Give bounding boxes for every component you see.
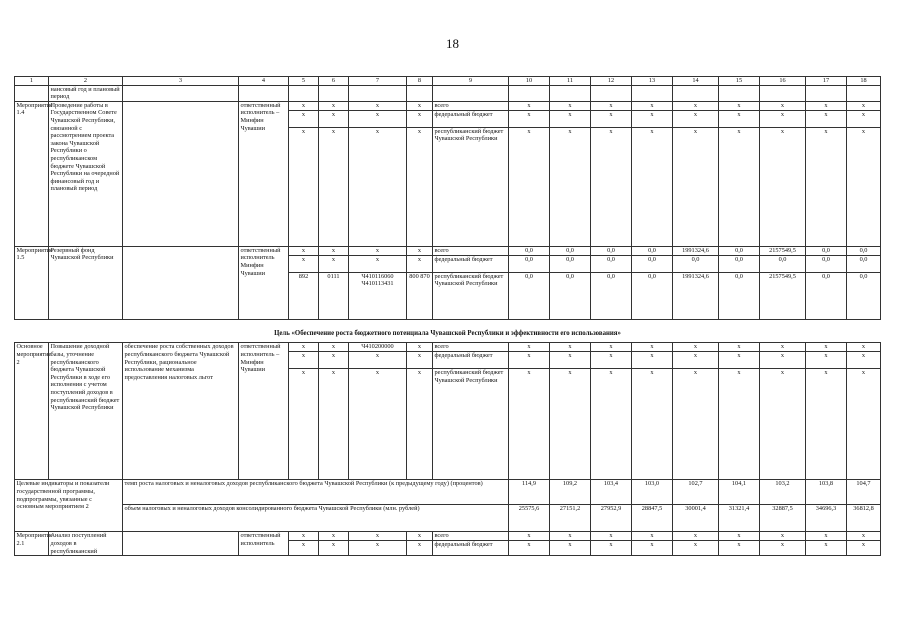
activity-description xyxy=(123,246,239,319)
value-cell: 0,0 xyxy=(509,255,550,272)
value-cell: x xyxy=(806,127,847,246)
header-cell: 17 xyxy=(806,77,847,86)
code-cell: x xyxy=(289,343,319,352)
code-cell: x xyxy=(407,110,433,127)
table-row xyxy=(15,101,881,110)
value-cell: 103,8 xyxy=(806,480,847,505)
funding-source: республиканский бюджет Чувашской Республики xyxy=(433,272,509,319)
value-cell: 104,7 xyxy=(847,480,881,505)
value-cell: x xyxy=(673,127,719,246)
value-cell: 25575,6 xyxy=(509,505,550,532)
code-cell: x xyxy=(407,369,433,480)
value-cell: x xyxy=(591,127,632,246)
value-cell: 0,0 xyxy=(632,272,673,319)
value-cell: x xyxy=(632,127,673,246)
value-cell: x xyxy=(719,101,760,110)
code-cell: 892 xyxy=(289,272,319,319)
funding-source: республиканский бюджет Чувашской Республики xyxy=(433,127,509,246)
code-cell: x xyxy=(319,532,349,541)
responsible-executor: ответственный исполнитель – Минфин Чувашии xyxy=(239,343,289,480)
code-cell: x xyxy=(349,255,407,272)
code-cell: x xyxy=(319,246,349,255)
value-cell: 2157549,5 xyxy=(760,272,806,319)
cell xyxy=(632,85,673,101)
value-cell: 0,0 xyxy=(719,255,760,272)
value-cell: 0,0 xyxy=(632,255,673,272)
value-cell: x xyxy=(591,532,632,541)
cell xyxy=(760,85,806,101)
funding-source: всего xyxy=(433,246,509,255)
header-cell: 1 xyxy=(15,77,49,86)
funding-source: федеральный бюджет xyxy=(433,255,509,272)
cell xyxy=(806,85,847,101)
value-cell: 1991324,6 xyxy=(673,272,719,319)
value-cell: 0,0 xyxy=(847,272,881,319)
value-cell: 0,0 xyxy=(591,255,632,272)
value-cell: x xyxy=(719,127,760,246)
value-cell: x xyxy=(550,110,591,127)
table-row xyxy=(15,480,881,505)
code-cell: x xyxy=(349,110,407,127)
value-cell: 103,0 xyxy=(632,480,673,505)
value-cell: x xyxy=(806,101,847,110)
header-cell: 13 xyxy=(632,77,673,86)
value-cell: x xyxy=(719,352,760,369)
value-cell: x xyxy=(847,343,881,352)
code-cell: x xyxy=(319,369,349,480)
funding-source: республиканский бюджет Чувашской Республики xyxy=(433,369,509,480)
value-cell: 103,4 xyxy=(591,480,632,505)
value-cell: 0,0 xyxy=(760,255,806,272)
table-row xyxy=(15,246,881,255)
value-cell: x xyxy=(632,352,673,369)
value-cell: x xyxy=(760,101,806,110)
value-cell: 0,0 xyxy=(847,255,881,272)
value-cell: 2157549,5 xyxy=(760,246,806,255)
activity-name: Проведение работы в Государственном Совете Чувашской Республики, связанной с рассмотрением проекта закона Чувашской Республики о республиканском бюджете Чувашской Республики на очередной финансовый год и плановый период xyxy=(49,101,123,246)
value-cell: 0,0 xyxy=(847,246,881,255)
code-cell: x xyxy=(289,369,319,480)
value-cell: 0,0 xyxy=(719,272,760,319)
value-cell: x xyxy=(591,110,632,127)
cell xyxy=(719,85,760,101)
code-cell: x xyxy=(289,110,319,127)
header-cell: 14 xyxy=(673,77,719,86)
funding-source: всего xyxy=(433,343,509,352)
header-cell: 9 xyxy=(433,77,509,86)
value-cell: x xyxy=(847,352,881,369)
program-table xyxy=(14,76,881,556)
value-cell: x xyxy=(509,110,550,127)
code-cell: 0111 xyxy=(319,272,349,319)
value-cell: x xyxy=(847,541,881,556)
value-cell: x xyxy=(673,343,719,352)
value-cell: 36812,8 xyxy=(847,505,881,532)
code-cell: x xyxy=(319,110,349,127)
value-cell: 0,0 xyxy=(550,272,591,319)
code-cell: x xyxy=(349,369,407,480)
table-row xyxy=(15,505,881,532)
cell xyxy=(15,85,49,101)
value-cell: x xyxy=(550,369,591,480)
table-row xyxy=(15,532,881,541)
value-cell: 34696,3 xyxy=(806,505,847,532)
activity-label: Мероприятие 1.5 xyxy=(15,246,49,319)
header-cell: 16 xyxy=(760,77,806,86)
value-cell: x xyxy=(550,541,591,556)
code-cell: 800 870 xyxy=(407,272,433,319)
value-cell: 1991324,6 xyxy=(673,246,719,255)
value-cell: x xyxy=(760,541,806,556)
value-cell: x xyxy=(806,369,847,480)
value-cell: x xyxy=(760,343,806,352)
value-cell: x xyxy=(847,110,881,127)
value-cell: x xyxy=(591,101,632,110)
value-cell: 31321,4 xyxy=(719,505,760,532)
activity-label: Мероприятие 1.4 xyxy=(15,101,49,246)
code-cell: x xyxy=(289,541,319,556)
value-cell: 109,2 xyxy=(550,480,591,505)
code-cell: x xyxy=(319,101,349,110)
value-cell: x xyxy=(632,110,673,127)
value-cell: x xyxy=(509,127,550,246)
value-cell: x xyxy=(591,343,632,352)
header-cell: 6 xyxy=(319,77,349,86)
value-cell: x xyxy=(509,541,550,556)
header-row xyxy=(15,77,881,86)
cell xyxy=(407,85,433,101)
value-cell: 0,0 xyxy=(550,246,591,255)
code-cell: x xyxy=(349,541,407,556)
header-cell: 10 xyxy=(509,77,550,86)
code-cell: x xyxy=(319,352,349,369)
value-cell: x xyxy=(673,352,719,369)
code-cell: x xyxy=(407,352,433,369)
code-cell: x xyxy=(289,246,319,255)
code-cell: x xyxy=(407,101,433,110)
value-cell: x xyxy=(719,343,760,352)
goal-row xyxy=(15,319,881,343)
table-row xyxy=(15,85,881,101)
value-cell: 0,0 xyxy=(509,246,550,255)
header-cell: 3 xyxy=(123,77,239,86)
cell xyxy=(349,85,407,101)
value-cell: x xyxy=(719,541,760,556)
value-cell: x xyxy=(806,541,847,556)
code-cell: x xyxy=(407,532,433,541)
value-cell: 32887,5 xyxy=(760,505,806,532)
value-cell: 0,0 xyxy=(806,246,847,255)
header-cell: 12 xyxy=(591,77,632,86)
value-cell: x xyxy=(509,369,550,480)
value-cell: 0,0 xyxy=(806,272,847,319)
value-cell: 0,0 xyxy=(591,272,632,319)
value-cell: x xyxy=(550,343,591,352)
activity-description: обеспечение роста собственных доходов республиканского бюджета Чувашской Республики, рациональное использование механизма предоставления налоговых льгот xyxy=(123,343,239,480)
value-cell: x xyxy=(591,541,632,556)
code-cell: x xyxy=(407,246,433,255)
code-cell: x xyxy=(319,343,349,352)
cell xyxy=(123,85,239,101)
code-cell: x xyxy=(349,352,407,369)
indicator-name: темп роста налоговых и неналоговых доходов республиканского бюджета Чувашской Республики (к предыдущему году) (процентов) xyxy=(123,480,509,505)
value-cell: x xyxy=(760,369,806,480)
activity-name: нансовый год и плановый период xyxy=(49,85,123,101)
code-cell: x xyxy=(407,127,433,246)
value-cell: x xyxy=(806,343,847,352)
value-cell: 104,1 xyxy=(719,480,760,505)
code-cell: x xyxy=(407,541,433,556)
value-cell: x xyxy=(673,532,719,541)
value-cell: x xyxy=(509,532,550,541)
code-cell: x xyxy=(349,532,407,541)
value-cell: x xyxy=(847,532,881,541)
value-cell: 27151,2 xyxy=(550,505,591,532)
code-cell: x xyxy=(349,127,407,246)
value-cell: 30001,4 xyxy=(673,505,719,532)
value-cell: x xyxy=(760,127,806,246)
indicator-name: объем налоговых и неналоговых доходов консолидированного бюджета Чувашской Республики (млн. рублей) xyxy=(123,505,509,532)
value-cell: x xyxy=(760,352,806,369)
cell xyxy=(591,85,632,101)
activity-name: Повышение доходной базы, уточнение республиканского бюджета Чувашской Республики в ходе его исполнения с учетом поступлений доходов в республиканский бюджет Чувашской Республики xyxy=(49,343,123,480)
value-cell: x xyxy=(632,541,673,556)
funding-source: федеральный бюджет xyxy=(433,110,509,127)
activity-label: Основное мероприятие 2 xyxy=(15,343,49,480)
value-cell: 0,0 xyxy=(673,255,719,272)
cell xyxy=(550,85,591,101)
cell xyxy=(239,85,289,101)
value-cell: x xyxy=(632,101,673,110)
value-cell: x xyxy=(591,352,632,369)
cell xyxy=(319,85,349,101)
value-cell: x xyxy=(847,369,881,480)
page-number: 18 xyxy=(446,36,459,51)
cell xyxy=(673,85,719,101)
activity-description xyxy=(123,532,239,556)
header-cell: 5 xyxy=(289,77,319,86)
value-cell: 28847,5 xyxy=(632,505,673,532)
value-cell: 114,9 xyxy=(509,480,550,505)
cell xyxy=(289,85,319,101)
code-cell: x xyxy=(349,246,407,255)
value-cell: x xyxy=(673,541,719,556)
value-cell: 102,7 xyxy=(673,480,719,505)
value-cell: x xyxy=(550,532,591,541)
value-cell: x xyxy=(632,532,673,541)
header-cell: 7 xyxy=(349,77,407,86)
value-cell: 103,2 xyxy=(760,480,806,505)
value-cell: x xyxy=(719,110,760,127)
responsible-executor: ответственный исполнитель – Минфин Чувашии xyxy=(239,101,289,246)
code-cell: x xyxy=(319,127,349,246)
code-cell: x xyxy=(289,352,319,369)
value-cell: 0,0 xyxy=(719,246,760,255)
value-cell: 0,0 xyxy=(806,255,847,272)
cell xyxy=(433,85,509,101)
value-cell: x xyxy=(550,352,591,369)
value-cell: x xyxy=(550,127,591,246)
value-cell: x xyxy=(509,352,550,369)
code-cell: x xyxy=(289,532,319,541)
code-cell: Ч410200000 xyxy=(349,343,407,352)
value-cell: x xyxy=(632,369,673,480)
code-cell: Ч410116060 Ч410113431 xyxy=(349,272,407,319)
value-cell: x xyxy=(673,369,719,480)
header-cell: 18 xyxy=(847,77,881,86)
header-cell: 4 xyxy=(239,77,289,86)
activity-label: Мероприятие 2.1 xyxy=(15,532,49,556)
cell xyxy=(509,85,550,101)
code-cell: x xyxy=(319,541,349,556)
value-cell: x xyxy=(509,343,550,352)
value-cell: x xyxy=(760,532,806,541)
activity-name: Анализ поступлений доходов в республиканский xyxy=(49,532,123,556)
value-cell: x xyxy=(760,110,806,127)
value-cell: x xyxy=(632,343,673,352)
code-cell: x xyxy=(289,255,319,272)
code-cell: x xyxy=(407,255,433,272)
funding-source: всего xyxy=(433,532,509,541)
value-cell: x xyxy=(719,369,760,480)
funding-source: всего xyxy=(433,101,509,110)
value-cell: x xyxy=(673,101,719,110)
code-cell: x xyxy=(349,101,407,110)
code-cell: x xyxy=(319,255,349,272)
value-cell: 0,0 xyxy=(591,246,632,255)
code-cell: x xyxy=(289,101,319,110)
value-cell: 0,0 xyxy=(509,272,550,319)
funding-source: федеральный бюджет xyxy=(433,541,509,556)
code-cell: x xyxy=(289,127,319,246)
table-row xyxy=(15,343,881,352)
target-indicators-label: Целевые индикаторы и показатели государственной программы, подпрограммы, увязанные с основным мероприятием 2 xyxy=(15,480,123,532)
responsible-executor: ответственный исполнитель Минфин Чувашии xyxy=(239,246,289,319)
value-cell: x xyxy=(806,352,847,369)
goal-title: Цель «Обеспечение роста бюджетного потенциала Чувашской Республики и эффективности его использования» xyxy=(15,319,881,343)
header-cell: 2 xyxy=(49,77,123,86)
value-cell: 0,0 xyxy=(550,255,591,272)
code-cell: x xyxy=(407,343,433,352)
value-cell: 0,0 xyxy=(632,246,673,255)
value-cell: x xyxy=(509,101,550,110)
responsible-executor: ответственный исполнитель xyxy=(239,532,289,556)
value-cell: x xyxy=(719,532,760,541)
header-cell: 15 xyxy=(719,77,760,86)
funding-source: федеральный бюджет xyxy=(433,352,509,369)
value-cell: 27952,9 xyxy=(591,505,632,532)
value-cell: x xyxy=(806,110,847,127)
value-cell: x xyxy=(591,369,632,480)
value-cell: x xyxy=(550,101,591,110)
value-cell: x xyxy=(806,532,847,541)
activity-description xyxy=(123,101,239,246)
header-cell: 8 xyxy=(407,77,433,86)
cell xyxy=(847,85,881,101)
value-cell: x xyxy=(847,101,881,110)
value-cell: x xyxy=(673,110,719,127)
value-cell: x xyxy=(847,127,881,246)
activity-name: Резервный фонд Чувашской Республики xyxy=(49,246,123,319)
header-cell: 11 xyxy=(550,77,591,86)
